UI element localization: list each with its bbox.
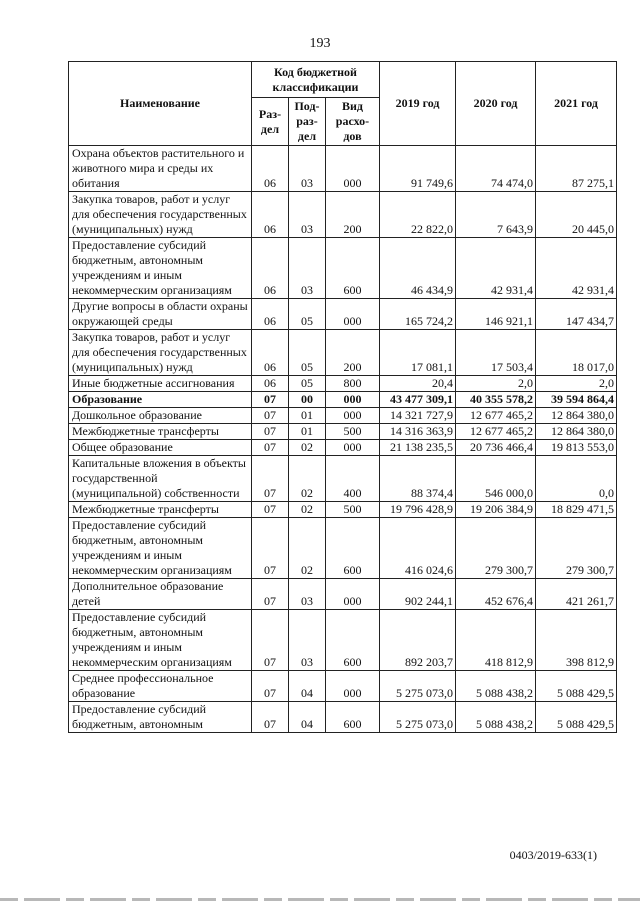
header-budget-code: Код бюджетной классификации	[252, 62, 380, 98]
row-value-2019: 20,4	[380, 376, 456, 392]
header-subsection: Под-раз-дел	[289, 98, 326, 146]
row-section: 07	[252, 518, 289, 579]
row-value-2021: 0,0	[536, 456, 617, 502]
row-subsection: 03	[289, 238, 326, 299]
table-row	[69, 408, 617, 424]
header-expense-type: Вид расхо-дов	[326, 98, 380, 146]
row-subsection: 00	[289, 392, 326, 408]
row-name: Другие вопросы в области охраны окружающей среды	[69, 299, 252, 330]
row-section: 07	[252, 502, 289, 518]
row-value-2019: 902 244,1	[380, 579, 456, 610]
row-value-2019: 91 749,6	[380, 146, 456, 192]
header-2019: 2019 год	[380, 62, 456, 146]
table-row	[69, 330, 617, 376]
row-value-2021: 39 594 864,4	[536, 392, 617, 408]
row-subsection: 01	[289, 408, 326, 424]
row-expense-type: 600	[326, 610, 380, 671]
row-name: Общее образование	[69, 440, 252, 456]
row-section: 07	[252, 408, 289, 424]
row-value-2020: 452 676,4	[456, 579, 536, 610]
row-section: 06	[252, 330, 289, 376]
row-value-2020: 12 677 465,2	[456, 424, 536, 440]
row-subsection: 04	[289, 702, 326, 733]
row-name: Охрана объектов растительного и животного мира и среды их обитания	[69, 146, 252, 192]
row-value-2019: 5 275 073,0	[380, 671, 456, 702]
row-subsection: 02	[289, 440, 326, 456]
row-value-2019: 5 275 073,0	[380, 702, 456, 733]
table-row	[69, 392, 617, 408]
row-value-2020: 12 677 465,2	[456, 408, 536, 424]
row-value-2021: 12 864 380,0	[536, 424, 617, 440]
table-body	[69, 146, 617, 733]
scan-artifact-line	[0, 898, 640, 901]
budget-table	[68, 61, 617, 733]
row-value-2019: 416 024,6	[380, 518, 456, 579]
table-row	[69, 192, 617, 238]
page-number: 193	[309, 36, 331, 51]
row-section: 06	[252, 238, 289, 299]
row-name: Капитальные вложения в объекты государственной (муниципальной) собственности	[69, 456, 252, 502]
row-expense-type: 000	[326, 299, 380, 330]
row-subsection: 03	[289, 192, 326, 238]
row-value-2021: 279 300,7	[536, 518, 617, 579]
header-name: Наименование	[69, 62, 252, 146]
row-subsection: 03	[289, 579, 326, 610]
row-name: Среднее профессиональное образование	[69, 671, 252, 702]
row-name: Закупка товаров, работ и услуг для обеспечения государственных (муниципальных) нужд	[69, 330, 252, 376]
row-value-2019: 46 434,9	[380, 238, 456, 299]
row-section: 07	[252, 392, 289, 408]
document-code: 0403/2019-633(1)	[509, 848, 597, 862]
row-value-2021: 18 017,0	[536, 330, 617, 376]
row-section: 06	[252, 376, 289, 392]
row-expense-type: 000	[326, 392, 380, 408]
row-value-2021: 12 864 380,0	[536, 408, 617, 424]
row-subsection: 03	[289, 610, 326, 671]
row-subsection: 01	[289, 424, 326, 440]
row-value-2020: 418 812,9	[456, 610, 536, 671]
row-value-2019: 892 203,7	[380, 610, 456, 671]
row-section: 07	[252, 579, 289, 610]
header-section: Раз-дел	[252, 98, 289, 146]
row-expense-type: 000	[326, 408, 380, 424]
header-2020: 2020 год	[456, 62, 536, 146]
row-value-2021: 5 088 429,5	[536, 702, 617, 733]
row-value-2021: 2,0	[536, 376, 617, 392]
row-subsection: 05	[289, 330, 326, 376]
row-value-2020: 19 206 384,9	[456, 502, 536, 518]
row-subsection: 02	[289, 518, 326, 579]
row-value-2021: 20 445,0	[536, 192, 617, 238]
row-value-2020: 5 088 438,2	[456, 671, 536, 702]
row-section: 07	[252, 702, 289, 733]
row-expense-type: 800	[326, 376, 380, 392]
row-value-2020: 546 000,0	[456, 456, 536, 502]
row-expense-type: 600	[326, 238, 380, 299]
row-value-2019: 21 138 235,5	[380, 440, 456, 456]
row-subsection: 02	[289, 502, 326, 518]
table-row	[69, 702, 617, 733]
table-row	[69, 424, 617, 440]
row-expense-type: 400	[326, 456, 380, 502]
row-expense-type: 200	[326, 192, 380, 238]
row-value-2020: 74 474,0	[456, 146, 536, 192]
table-row	[69, 610, 617, 671]
row-name: Закупка товаров, работ и услуг для обеспечения государственных (муниципальных) нужд	[69, 192, 252, 238]
row-name: Предоставление субсидий бюджетным, автономным учреждениям и иным некоммерческим организациям	[69, 518, 252, 579]
row-value-2019: 14 321 727,9	[380, 408, 456, 424]
row-section: 07	[252, 610, 289, 671]
table-row	[69, 518, 617, 579]
row-subsection: 05	[289, 299, 326, 330]
row-subsection: 03	[289, 146, 326, 192]
row-value-2019: 43 477 309,1	[380, 392, 456, 408]
row-value-2019: 14 316 363,9	[380, 424, 456, 440]
row-value-2021: 87 275,1	[536, 146, 617, 192]
row-expense-type: 200	[326, 330, 380, 376]
row-value-2021: 5 088 429,5	[536, 671, 617, 702]
table-row	[69, 376, 617, 392]
row-value-2019: 165 724,2	[380, 299, 456, 330]
row-name: Межбюджетные трансферты	[69, 424, 252, 440]
row-value-2020: 7 643,9	[456, 192, 536, 238]
row-section: 07	[252, 440, 289, 456]
row-name: Иные бюджетные ассигнования	[69, 376, 252, 392]
header-2021: 2021 год	[536, 62, 617, 146]
table-row	[69, 502, 617, 518]
row-value-2019: 19 796 428,9	[380, 502, 456, 518]
row-value-2021: 421 261,7	[536, 579, 617, 610]
table-row	[69, 238, 617, 299]
row-name: Предоставление субсидий бюджетным, автономным учреждениям и иным некоммерческим организациям	[69, 238, 252, 299]
row-subsection: 05	[289, 376, 326, 392]
table-row	[69, 299, 617, 330]
row-expense-type: 500	[326, 424, 380, 440]
row-name: Межбюджетные трансферты	[69, 502, 252, 518]
row-value-2021: 147 434,7	[536, 299, 617, 330]
table-row	[69, 440, 617, 456]
row-section: 07	[252, 424, 289, 440]
row-section: 07	[252, 456, 289, 502]
row-value-2021: 398 812,9	[536, 610, 617, 671]
row-expense-type: 000	[326, 146, 380, 192]
row-subsection: 04	[289, 671, 326, 702]
row-expense-type: 600	[326, 518, 380, 579]
table-row	[69, 579, 617, 610]
row-value-2020: 2,0	[456, 376, 536, 392]
row-expense-type: 000	[326, 440, 380, 456]
row-expense-type: 600	[326, 702, 380, 733]
row-section: 06	[252, 192, 289, 238]
row-value-2021: 19 813 553,0	[536, 440, 617, 456]
row-value-2020: 5 088 438,2	[456, 702, 536, 733]
row-value-2021: 18 829 471,5	[536, 502, 617, 518]
row-subsection: 02	[289, 456, 326, 502]
row-section: 07	[252, 671, 289, 702]
row-value-2019: 88 374,4	[380, 456, 456, 502]
row-section: 06	[252, 146, 289, 192]
row-value-2020: 20 736 466,4	[456, 440, 536, 456]
row-name: Дошкольное образование	[69, 408, 252, 424]
row-value-2020: 40 355 578,2	[456, 392, 536, 408]
row-expense-type: 500	[326, 502, 380, 518]
table-row	[69, 456, 617, 502]
row-value-2019: 22 822,0	[380, 192, 456, 238]
row-expense-type: 000	[326, 579, 380, 610]
row-name: Предоставление субсидий бюджетным, автономным учреждениям и иным некоммерческим организациям	[69, 610, 252, 671]
row-value-2020: 17 503,4	[456, 330, 536, 376]
row-value-2020: 279 300,7	[456, 518, 536, 579]
row-name: Образование	[69, 392, 252, 408]
table-row	[69, 671, 617, 702]
row-value-2019: 17 081,1	[380, 330, 456, 376]
row-value-2020: 42 931,4	[456, 238, 536, 299]
table-row	[69, 146, 617, 192]
row-value-2020: 146 921,1	[456, 299, 536, 330]
row-name: Предоставление субсидий бюджетным, автономным	[69, 702, 252, 733]
row-name: Дополнительное образование детей	[69, 579, 252, 610]
row-section: 06	[252, 299, 289, 330]
row-expense-type: 000	[326, 671, 380, 702]
row-value-2021: 42 931,4	[536, 238, 617, 299]
